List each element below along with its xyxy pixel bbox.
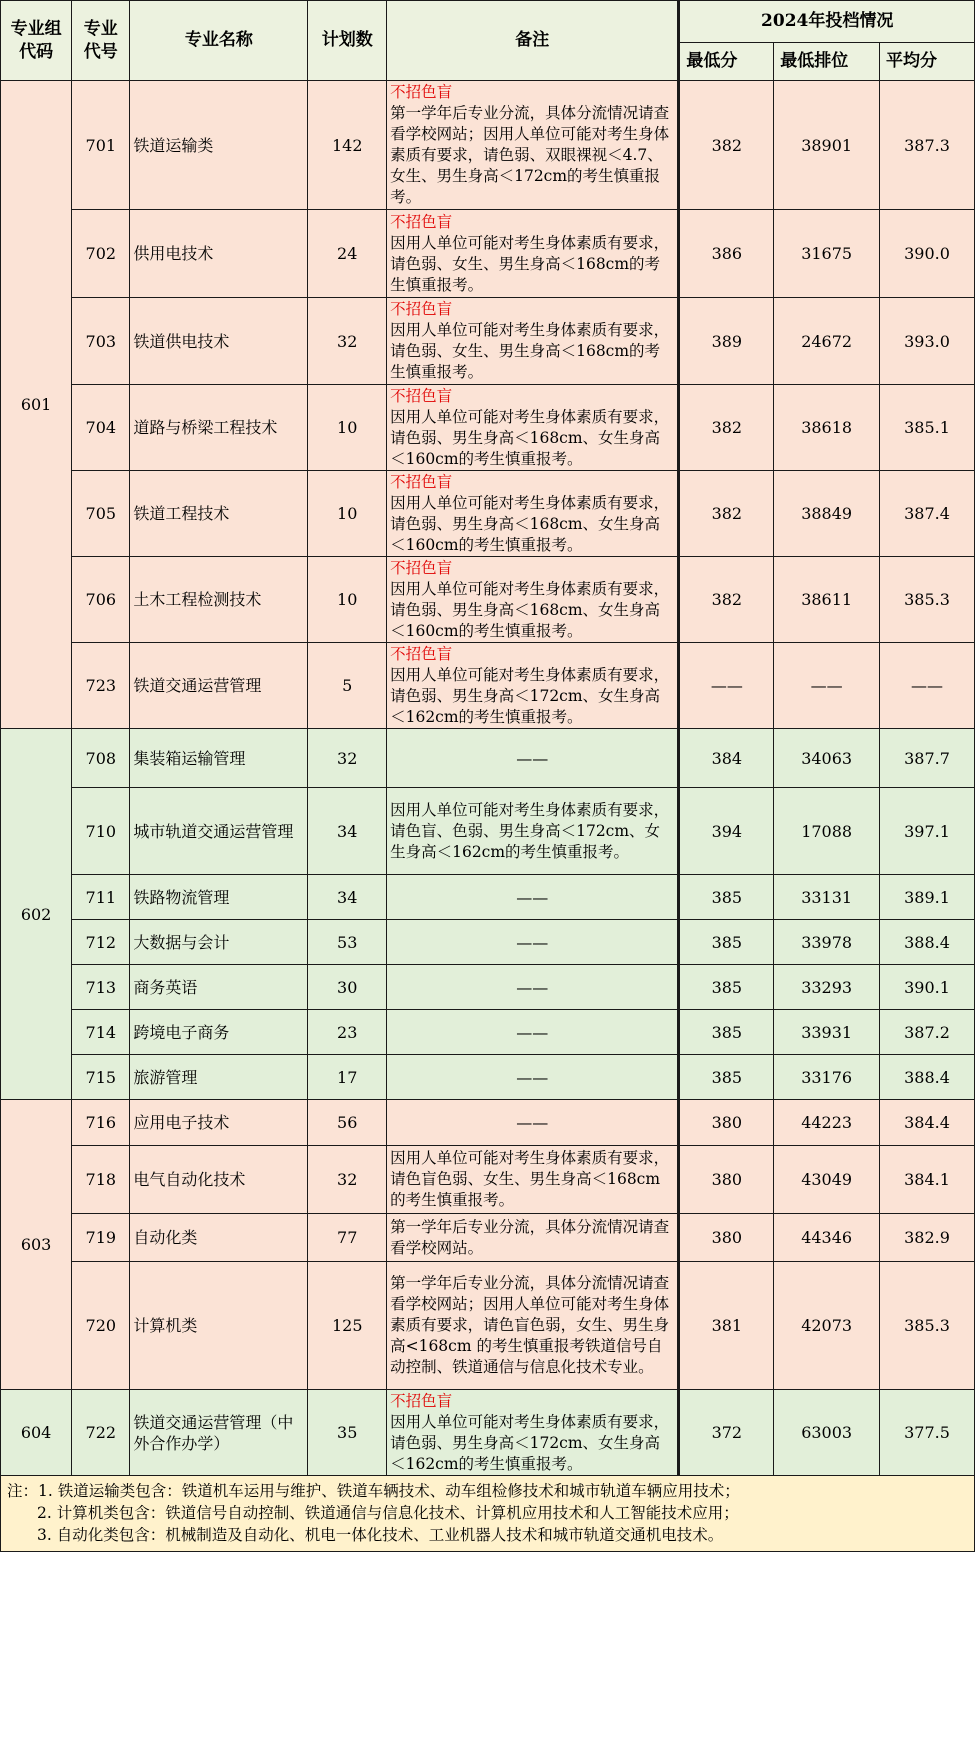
remark-cell bbox=[387, 729, 679, 788]
min-rank-cell: 44223 bbox=[774, 1100, 880, 1146]
plan-cell: 10 bbox=[308, 471, 387, 557]
header-major-code: 专业 代号 bbox=[72, 1, 130, 81]
major-code-cell: 703 bbox=[72, 298, 130, 385]
min-rank-cell: 33176 bbox=[774, 1055, 880, 1100]
remark-text: 第一学年后专业分流，具体分流情况请查看学校网站；因用人单位可能对考生身体素质有要求，请色盲色弱，女生、男生身高<168cm 的考生慎重报考铁道信号自动控制、铁道通信与信息化技术专业。 bbox=[390, 1274, 670, 1376]
avg-score-cell: 387.4 bbox=[879, 471, 974, 557]
min-score-cell: 382 bbox=[679, 471, 774, 557]
table-row bbox=[1, 1390, 975, 1476]
header-min-rank: 最低排位 bbox=[774, 43, 880, 81]
major-code-cell: 705 bbox=[72, 471, 130, 557]
plan-cell: 32 bbox=[308, 729, 387, 788]
remark-cell bbox=[387, 298, 679, 385]
remark-cell bbox=[387, 920, 679, 965]
major-name-cell: 城市轨道交通运营管理 bbox=[130, 788, 308, 875]
major-code-cell: 708 bbox=[72, 729, 130, 788]
remark-cell bbox=[387, 1146, 679, 1214]
min-score-cell: 386 bbox=[679, 210, 774, 298]
min-score-cell: 382 bbox=[679, 557, 774, 643]
group-code-cell: 602 bbox=[1, 729, 72, 1100]
avg-score-cell: 384.1 bbox=[879, 1146, 974, 1214]
table-row bbox=[1, 471, 975, 557]
header-stats-title: 2024年投档情况 bbox=[679, 1, 975, 43]
major-name-cell: 自动化类 bbox=[130, 1214, 308, 1262]
table-row bbox=[1, 1214, 975, 1262]
min-rank-cell: 38611 bbox=[774, 557, 880, 643]
remark-text: 因用人单位可能对考生身体素质有要求，请色弱、男生身高＜168cm、女生身高＜160cm的考生慎重报考。 bbox=[390, 493, 670, 554]
avg-score-cell: 390.0 bbox=[879, 210, 974, 298]
min-rank-cell: 43049 bbox=[774, 1146, 880, 1214]
major-code-cell: 704 bbox=[72, 385, 130, 471]
no-colorblind-flag: 不招色盲 bbox=[390, 558, 453, 577]
remark-text: 因用人单位可能对考生身体素质有要求，请色弱、女生、男生身高＜168cm的考生慎重报考。 bbox=[390, 321, 670, 381]
remark-cell bbox=[387, 81, 679, 210]
avg-score-cell: 387.3 bbox=[879, 81, 974, 210]
avg-score-cell: 389.1 bbox=[879, 875, 974, 920]
major-name-cell: 旅游管理 bbox=[130, 1055, 308, 1100]
footnote-2: 2. 计算机类包含：铁道信号自动控制、铁道通信与信息化技术、计算机应用技术和人工智能技术应用； bbox=[37, 1504, 739, 1522]
remark-text: 因用人单位可能对考生身体素质有要求，请色盲色弱、女生、男生身高＜168cm的考生慎重报考。 bbox=[390, 1149, 670, 1209]
major-code-cell: 714 bbox=[72, 1010, 130, 1055]
remark-cell bbox=[387, 788, 679, 875]
min-rank-cell: 24672 bbox=[774, 298, 880, 385]
min-score-cell: 385 bbox=[679, 965, 774, 1010]
header-group-code: 专业组 代码 bbox=[1, 1, 72, 81]
table-row bbox=[1, 1100, 975, 1146]
remark-text: 因用人单位可能对考生身体素质有要求，请色弱、男生身高＜168cm、女生身高＜160cm的考生慎重报考。 bbox=[390, 579, 670, 640]
min-rank-cell: 34063 bbox=[774, 729, 880, 788]
major-name-cell: 铁路物流管理 bbox=[130, 875, 308, 920]
min-rank-cell: —— bbox=[774, 643, 880, 729]
major-name-cell: 铁道交通运营管理 bbox=[130, 643, 308, 729]
min-score-cell: 389 bbox=[679, 298, 774, 385]
remark-text: 因用人单位可能对考生身体素质有要求，请色弱、男生身高＜168cm、女生身高＜160cm的考生慎重报考。 bbox=[390, 407, 670, 468]
plan-cell: 32 bbox=[308, 298, 387, 385]
avg-score-cell: 384.4 bbox=[879, 1100, 974, 1146]
major-name-cell: 铁道运输类 bbox=[130, 81, 308, 210]
table-row bbox=[1, 788, 975, 875]
footnote-1: 注：1. 铁道运输类包含：铁道机车运用与维护、铁道车辆技术、动车组检修技术和城市轨道车辆应用技术； bbox=[7, 1482, 740, 1500]
plan-cell: 32 bbox=[308, 1146, 387, 1214]
min-rank-cell: 33978 bbox=[774, 920, 880, 965]
plan-cell: 142 bbox=[308, 81, 387, 210]
remark-text: —— bbox=[516, 748, 549, 768]
avg-score-cell: 387.2 bbox=[879, 1010, 974, 1055]
table-row bbox=[1, 210, 975, 298]
major-name-cell: 铁道工程技术 bbox=[130, 471, 308, 557]
table-row bbox=[1, 643, 975, 729]
avg-score-cell: 388.4 bbox=[879, 1055, 974, 1100]
remark-text: —— bbox=[516, 1067, 549, 1087]
min-score-cell: 380 bbox=[679, 1100, 774, 1146]
table-row bbox=[1, 729, 975, 788]
avg-score-cell: —— bbox=[879, 643, 974, 729]
header-avg-score: 平均分 bbox=[879, 43, 974, 81]
group-code-cell: 603 bbox=[1, 1100, 72, 1390]
remark-text: 第一学年后专业分流，具体分流情况请查看学校网站；因用人单位可能对考生身体素质有要求，请色弱、双眼裸视＜4.7、女生、男生身高＜172cm的考生慎重报考。 bbox=[390, 104, 670, 206]
major-code-cell: 706 bbox=[72, 557, 130, 643]
plan-cell: 24 bbox=[308, 210, 387, 298]
major-code-cell: 722 bbox=[72, 1390, 130, 1476]
header-remark: 备注 bbox=[387, 1, 679, 81]
no-colorblind-flag: 不招色盲 bbox=[390, 300, 453, 318]
plan-cell: 125 bbox=[308, 1262, 387, 1390]
min-rank-cell: 31675 bbox=[774, 210, 880, 298]
major-name-cell: 大数据与会计 bbox=[130, 920, 308, 965]
remark-text: 因用人单位可能对考生身体素质有要求，请色弱、男生身高＜172cm、女生身高＜162cm的考生慎重报考。 bbox=[390, 665, 670, 726]
remark-text: 因用人单位可能对考生身体素质有要求，请色弱、女生、男生身高＜168cm的考生慎重报考。 bbox=[390, 233, 670, 294]
major-code-cell: 712 bbox=[72, 920, 130, 965]
table-row bbox=[1, 1262, 975, 1390]
remark-cell bbox=[387, 1214, 679, 1262]
min-score-cell: 384 bbox=[679, 729, 774, 788]
no-colorblind-flag: 不招色盲 bbox=[390, 386, 453, 405]
major-name-cell: 铁道供电技术 bbox=[130, 298, 308, 385]
remark-cell bbox=[387, 875, 679, 920]
min-score-cell: 394 bbox=[679, 788, 774, 875]
remark-text: —— bbox=[516, 977, 549, 997]
remark-text: —— bbox=[516, 1113, 549, 1132]
avg-score-cell: 385.1 bbox=[879, 385, 974, 471]
remark-text: —— bbox=[516, 932, 549, 952]
no-colorblind-flag: 不招色盲 bbox=[390, 212, 453, 231]
major-name-cell: 供用电技术 bbox=[130, 210, 308, 298]
min-rank-cell: 33931 bbox=[774, 1010, 880, 1055]
table-row bbox=[1, 920, 975, 965]
table-row bbox=[1, 965, 975, 1010]
no-colorblind-flag: 不招色盲 bbox=[390, 1391, 453, 1410]
major-code-cell: 716 bbox=[72, 1100, 130, 1146]
plan-cell: 23 bbox=[308, 1010, 387, 1055]
avg-score-cell: 388.4 bbox=[879, 920, 974, 965]
major-code-cell: 713 bbox=[72, 965, 130, 1010]
remark-cell bbox=[387, 1100, 679, 1146]
remark-cell bbox=[387, 965, 679, 1010]
remark-text: —— bbox=[516, 1022, 549, 1042]
avg-score-cell: 377.5 bbox=[879, 1390, 974, 1476]
plan-cell: 5 bbox=[308, 643, 387, 729]
remark-text: —— bbox=[516, 887, 549, 907]
remark-cell bbox=[387, 1262, 679, 1390]
plan-cell: 30 bbox=[308, 965, 387, 1010]
remark-cell bbox=[387, 557, 679, 643]
group-code-cell: 601 bbox=[1, 81, 72, 729]
header-min-score: 最低分 bbox=[679, 43, 774, 81]
major-code-cell: 702 bbox=[72, 210, 130, 298]
avg-score-cell: 385.3 bbox=[879, 1262, 974, 1390]
no-colorblind-flag: 不招色盲 bbox=[390, 472, 453, 491]
plan-cell: 77 bbox=[308, 1214, 387, 1262]
min-rank-cell: 38849 bbox=[774, 471, 880, 557]
major-code-cell: 711 bbox=[72, 875, 130, 920]
min-rank-cell: 33131 bbox=[774, 875, 880, 920]
plan-cell: 10 bbox=[308, 385, 387, 471]
plan-cell: 10 bbox=[308, 557, 387, 643]
min-rank-cell: 42073 bbox=[774, 1262, 880, 1390]
plan-cell: 17 bbox=[308, 1055, 387, 1100]
no-colorblind-flag: 不招色盲 bbox=[390, 644, 453, 663]
table-row bbox=[1, 1146, 975, 1214]
table-row bbox=[1, 1010, 975, 1055]
major-name-cell: 铁道交通运营管理（中外合作办学） bbox=[130, 1390, 308, 1476]
remark-cell bbox=[387, 471, 679, 557]
table-row bbox=[1, 81, 975, 210]
header-plan: 计划数 bbox=[308, 1, 387, 81]
major-code-cell: 723 bbox=[72, 643, 130, 729]
min-score-cell: 382 bbox=[679, 81, 774, 210]
min-score-cell: 372 bbox=[679, 1390, 774, 1476]
plan-cell: 53 bbox=[308, 920, 387, 965]
remark-cell bbox=[387, 643, 679, 729]
min-score-cell: 380 bbox=[679, 1146, 774, 1214]
min-score-cell: 382 bbox=[679, 385, 774, 471]
avg-score-cell: 387.7 bbox=[879, 729, 974, 788]
min-score-cell: 385 bbox=[679, 1055, 774, 1100]
table-row bbox=[1, 1055, 975, 1100]
min-rank-cell: 38901 bbox=[774, 81, 880, 210]
min-rank-cell: 33293 bbox=[774, 965, 880, 1010]
min-rank-cell: 63003 bbox=[774, 1390, 880, 1476]
avg-score-cell: 393.0 bbox=[879, 298, 974, 385]
major-name-cell: 计算机类 bbox=[130, 1262, 308, 1390]
no-colorblind-flag: 不招色盲 bbox=[390, 83, 453, 101]
remark-text: 因用人单位可能对考生身体素质有要求，请色盲、色弱、男生身高＜172cm、女生身高＜162cm的考生慎重报考。 bbox=[390, 800, 670, 861]
footnote-3: 3. 自动化类包含：机械制造及自动化、机电一体化技术、工业机器人技术和城市轨道交通机电技术。 bbox=[37, 1526, 724, 1544]
table-row bbox=[1, 298, 975, 385]
plan-cell: 34 bbox=[308, 875, 387, 920]
remark-cell bbox=[387, 1055, 679, 1100]
major-name-cell: 土木工程检测技术 bbox=[130, 557, 308, 643]
remark-cell bbox=[387, 385, 679, 471]
major-name-cell: 道路与桥梁工程技术 bbox=[130, 385, 308, 471]
major-name-cell: 商务英语 bbox=[130, 965, 308, 1010]
major-code-cell: 719 bbox=[72, 1214, 130, 1262]
min-rank-cell: 17088 bbox=[774, 788, 880, 875]
avg-score-cell: 397.1 bbox=[879, 788, 974, 875]
min-score-cell: 385 bbox=[679, 875, 774, 920]
table-row bbox=[1, 875, 975, 920]
min-rank-cell: 44346 bbox=[774, 1214, 880, 1262]
major-code-cell: 701 bbox=[72, 81, 130, 210]
remark-cell bbox=[387, 210, 679, 298]
major-name-cell: 跨境电子商务 bbox=[130, 1010, 308, 1055]
plan-cell: 56 bbox=[308, 1100, 387, 1146]
major-code-cell: 718 bbox=[72, 1146, 130, 1214]
major-code-cell: 715 bbox=[72, 1055, 130, 1100]
plan-cell: 35 bbox=[308, 1390, 387, 1476]
major-name-cell: 应用电子技术 bbox=[130, 1100, 308, 1146]
remark-cell bbox=[387, 1010, 679, 1055]
avg-score-cell: 382.9 bbox=[879, 1214, 974, 1262]
remark-text: 因用人单位可能对考生身体素质有要求，请色弱、男生身高＜172cm、女生身高＜162cm的考生慎重报考。 bbox=[390, 1412, 670, 1473]
major-name-cell: 电气自动化技术 bbox=[130, 1146, 308, 1214]
min-score-cell: —— bbox=[679, 643, 774, 729]
avg-score-cell: 385.3 bbox=[879, 557, 974, 643]
major-name-cell: 集装箱运输管理 bbox=[130, 729, 308, 788]
remark-text: 第一学年后专业分流，具体分流情况请查看学校网站。 bbox=[390, 1217, 670, 1257]
group-code-cell: 604 bbox=[1, 1390, 72, 1476]
remark-cell bbox=[387, 1390, 679, 1476]
table-row bbox=[1, 385, 975, 471]
min-rank-cell: 38618 bbox=[774, 385, 880, 471]
major-code-cell: 720 bbox=[72, 1262, 130, 1390]
min-score-cell: 380 bbox=[679, 1214, 774, 1262]
table-row bbox=[1, 557, 975, 643]
footnotes bbox=[1, 1476, 975, 1552]
major-code-cell: 710 bbox=[72, 788, 130, 875]
min-score-cell: 385 bbox=[679, 1010, 774, 1055]
avg-score-cell: 390.1 bbox=[879, 965, 974, 1010]
header-major-name: 专业名称 bbox=[130, 1, 308, 81]
plan-cell: 34 bbox=[308, 788, 387, 875]
min-score-cell: 381 bbox=[679, 1262, 774, 1390]
min-score-cell: 385 bbox=[679, 920, 774, 965]
